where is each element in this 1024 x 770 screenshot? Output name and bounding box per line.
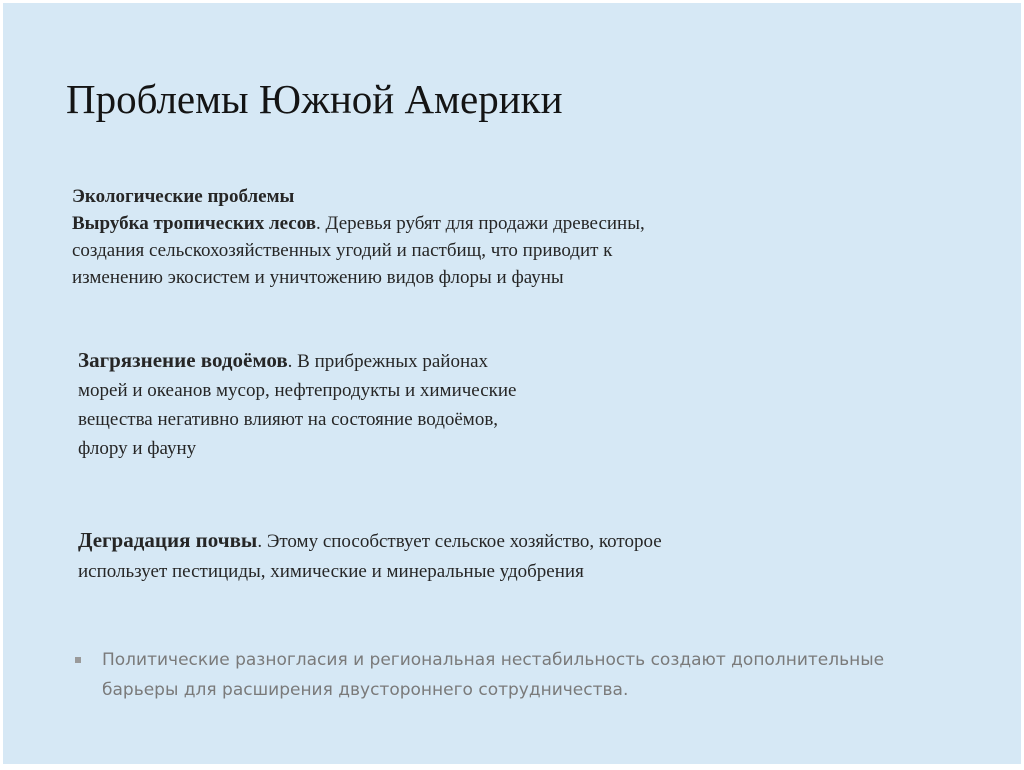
slide <box>3 3 1021 764</box>
bullet-line-1: Политические разногласия и региональная нестабильность создают дополнительные <box>102 650 885 670</box>
water-line-2: морей и океанов мусор, нефтепродукты и химические <box>78 380 517 401</box>
water-pollution-block <box>78 346 516 463</box>
deforestation-lead: Вырубка тропических лесов <box>72 213 317 234</box>
water-line-3: вещества негативно влияют на состояние водоёмов, <box>78 409 499 430</box>
soil-line-2: использует пестициды, химические и минеральные удобрения <box>78 561 584 582</box>
deforestation-text-1: . Деревья рубят для продажи древесины, <box>316 213 645 234</box>
water-lead: Загрязнение водоёмов <box>78 348 288 372</box>
soil-degradation-block <box>78 525 662 587</box>
deforestation-line-1 <box>72 210 645 237</box>
soil-line-1 <box>78 525 662 557</box>
political-bullet <box>75 645 884 705</box>
bullet-line-2: барьеры для расширения двустороннего сотрудничества. <box>102 680 629 700</box>
ecology-heading: Экологические проблемы <box>72 186 295 207</box>
water-line-4: флору и фауну <box>78 438 197 459</box>
water-text-1: . В прибрежных районах <box>287 351 489 372</box>
water-line-1 <box>78 346 516 376</box>
deforestation-line-2: создания сельскохозяйственных угодий и пастбищ, что приводит к <box>72 240 613 261</box>
slide-title: Проблемы Южной Америки <box>66 76 563 122</box>
soil-text-1: . Этому способствует сельское хозяйство, которое <box>257 531 662 552</box>
ecology-problems-block <box>72 183 645 291</box>
square-bullet-icon <box>75 657 81 663</box>
soil-lead: Деградация почвы <box>78 528 258 552</box>
bullet-text <box>102 645 884 705</box>
deforestation-line-3: изменению экосистем и уничтожению видов флоры и фауны <box>72 267 564 288</box>
